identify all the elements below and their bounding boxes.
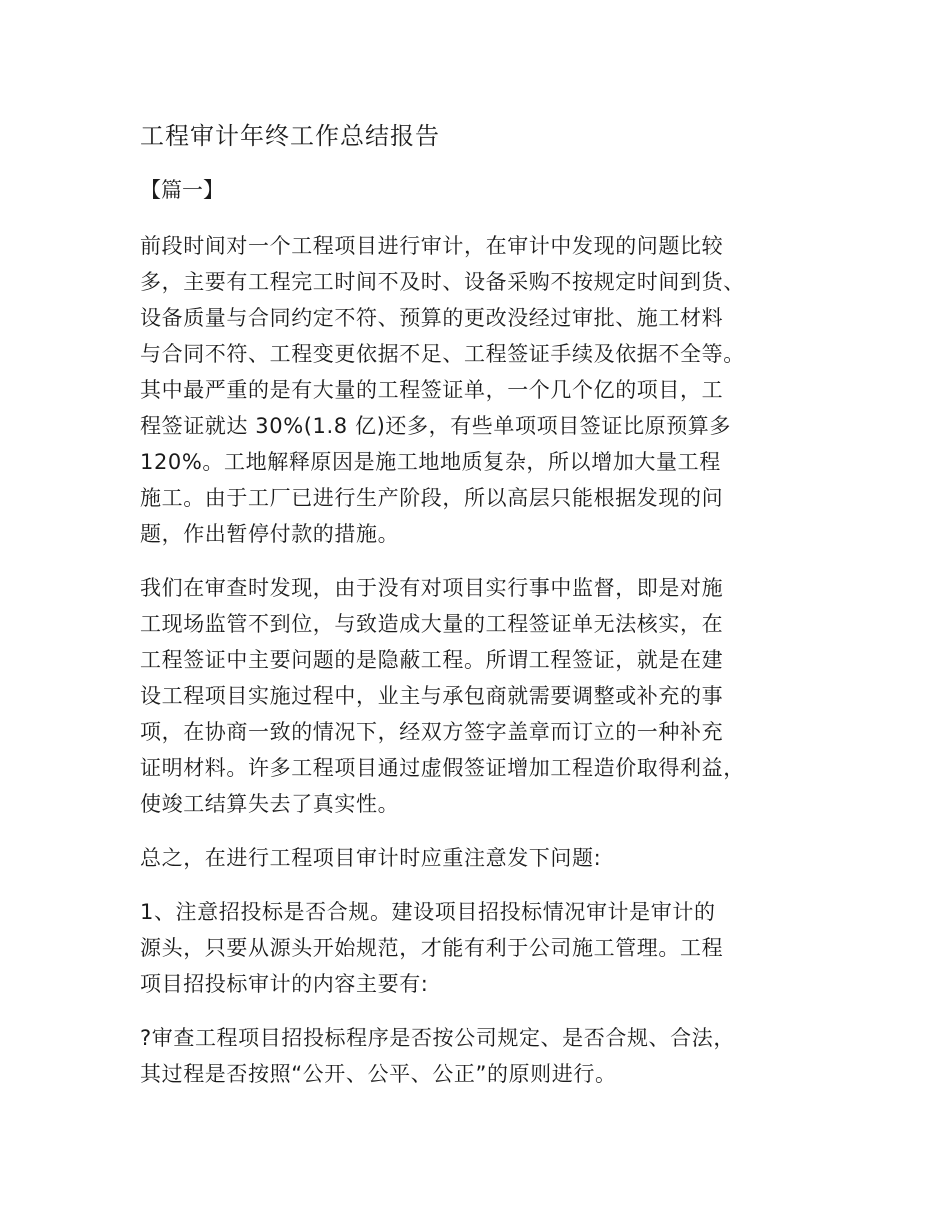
paragraph-2 xyxy=(140,570,820,822)
text-line: 题，作出暂停付款的措施。 xyxy=(140,522,400,546)
text-line: 与合同不符、工程变更依据不足、工程签证手续及依据不全等。 xyxy=(140,342,745,366)
document-title: 工程审计年终工作总结报告 xyxy=(140,122,440,150)
text-line: 总之，在进行工程项目审计时应重注意发下问题: xyxy=(140,846,602,870)
text-line: 施工。由于工厂已进行生产阶段，所以高层只能根据发现的问 xyxy=(140,486,724,510)
text-line: 1、注意招投标是否合规。建设项目招投标情况审计是审计的 xyxy=(140,900,716,924)
paragraph-5 xyxy=(140,1020,820,1092)
text-line: 多，主要有工程完工时间不及时、设备采购不按规定时间到货、 xyxy=(140,270,745,294)
text-line: 使竣工结算失去了真实性。 xyxy=(140,792,400,816)
text-line: 设备质量与合同约定不符、预算的更改没经过审批、施工材料 xyxy=(140,306,724,330)
text-line: 工现场监管不到位，与致造成大量的工程签证单无法核实，在 xyxy=(140,612,724,636)
text-line: 源头，只要从源头开始规范，才能有利于公司施工管理。工程 xyxy=(140,936,724,960)
text-line: 工程签证中主要问题的是隐蔽工程。所谓工程签证，就是在建 xyxy=(140,648,724,672)
text-line: 项，在协商一致的情况下，经双方签字盖章而订立的一种补充 xyxy=(140,720,724,744)
section-label: 【篇一】 xyxy=(140,178,224,202)
paragraph-4 xyxy=(140,894,820,1002)
text-line: 其中最严重的是有大量的工程签证单，一个几个亿的项目，工 xyxy=(140,378,724,402)
text-line: 120%。工地解释原因是施工地地质复杂，所以增加大量工程 xyxy=(140,450,721,474)
text-line: 设工程项目实施过程中，业主与承包商就需要调整或补充的事 xyxy=(140,684,724,708)
paragraph-1 xyxy=(140,228,820,552)
text-line: 其过程是否按照“公开、公平、公正”的原则进行。 xyxy=(140,1062,617,1086)
text-line: ?审查工程项目招投标程序是否按公司规定、是否合规、合法， xyxy=(140,1026,735,1050)
text-line: 前段时间对一个工程项目进行审计，在审计中发现的问题比较 xyxy=(140,234,724,258)
text-line: 项目招投标审计的内容主要有: xyxy=(140,972,429,996)
text-line: 程签证就达 30%(1.8 亿)还多，有些单项项目签证比原预算多 xyxy=(140,414,732,438)
text-line: 我们在审查时发现，由于没有对项目实行事中监督，即是对施 xyxy=(140,576,724,600)
document-page xyxy=(140,118,820,1110)
paragraph-3 xyxy=(140,840,820,876)
text-line: 证明材料。许多工程项目通过虚假签证增加工程造价取得利益， xyxy=(140,756,745,780)
